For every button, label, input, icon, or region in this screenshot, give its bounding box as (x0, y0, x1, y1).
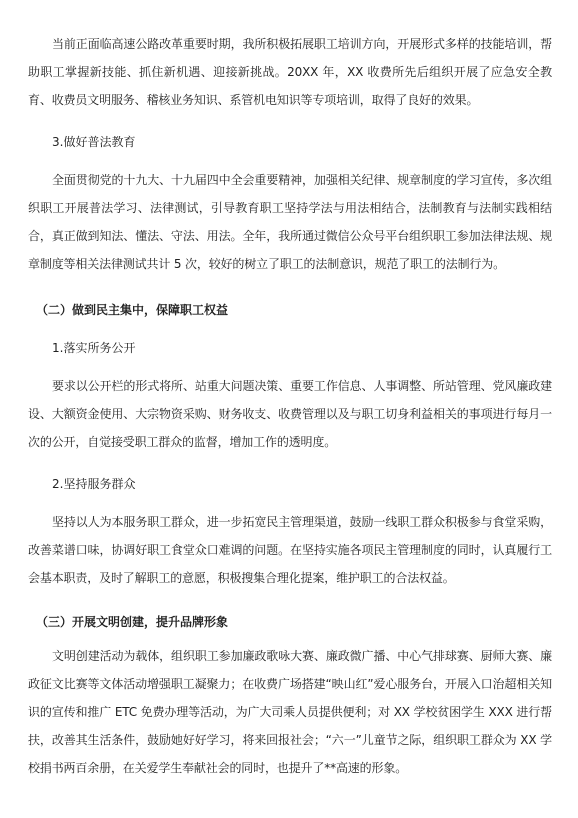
section-heading-civilization: （三）开展文明创建，提升品牌形象 (36, 615, 229, 629)
section-heading-democracy: （二）做到民主集中，保障职工权益 (36, 303, 229, 317)
paragraph-legal-education: 全面贯彻党的十九大、十九届四中全会重要精神，加强相关纪律、规章制度的学习宣传，多次组织职工开展普法学习、法律测试，引导教育职工坚持学法与用法相结合，法制教育与法制实践相结合，真正做到知法、懂法、守法、用法。全年，我所通过微信公众号平台组织职工参加法律法规、规章制度等相关法律测试共计 5 次，较好的树立了职工的法制意识，规范了职工的法制行为。 (28, 173, 552, 271)
paragraph-civilization: 文明创建活动为载体，组织职工参加廉政歌咏大赛、廉政微广播、中心气排球赛、厨师大赛、廉政征文比赛等文体活动增强职工凝聚力；在收费广场搭建“映山红”爱心服务台，开展入口治超相关知识的宣传和推广 ETC 免费办理等活动，为广大司乘人员提供便利；对 XX 学校贫困学生 XXX 进行帮扶，改善其生活条件，鼓励她好好学习，将来回报社会；“六一”儿童节之际，组织职工群众为 XX 学校捐书两百余册，在关爱学生奉献社会的同时，也提升了**高速的形象。 (28, 649, 552, 775)
heading-affairs-disclosure: 1.落实所务公开 (52, 341, 136, 355)
heading-serve-masses: 2.坚持服务群众 (52, 477, 136, 491)
paragraph-serve-masses: 坚持以人为本服务职工群众，进一步拓宽民主管理渠道，鼓励一线职工群众积极参与食堂采购，改善菜谱口味，协调好职工食堂众口难调的问题。在坚持实施各项民主管理制度的同时，认真履行工会基本职责，及时了解职工的意愿，积极搜集合理化提案，维护职工的合法权益。 (28, 515, 552, 585)
paragraph-training: 当前正面临高速公路改革重要时期，我所积极拓展职工培训方向，开展形式多样的技能培训，帮助职工掌握新技能、抓住新机遇、迎接新挑战。20XX 年，XX 收费所先后组织开展了应急安全教育、收费员文明服务、稽核业务知识、系管机电知识等专项培训，取得了良好的效果。 (28, 37, 552, 107)
heading-legal-education: 3.做好普法教育 (52, 135, 136, 149)
paragraph-affairs-disclosure: 要求以公开栏的形式将所、站重大问题决策、重要工作信息、人事调整、所站管理、党风廉政建设、大额资金使用、大宗物资采购、财务收支、收费管理以及与职工切身利益相关的事项进行每月一次的公开，自觉接受职工群众的监督，增加工作的透明度。 (28, 379, 552, 449)
